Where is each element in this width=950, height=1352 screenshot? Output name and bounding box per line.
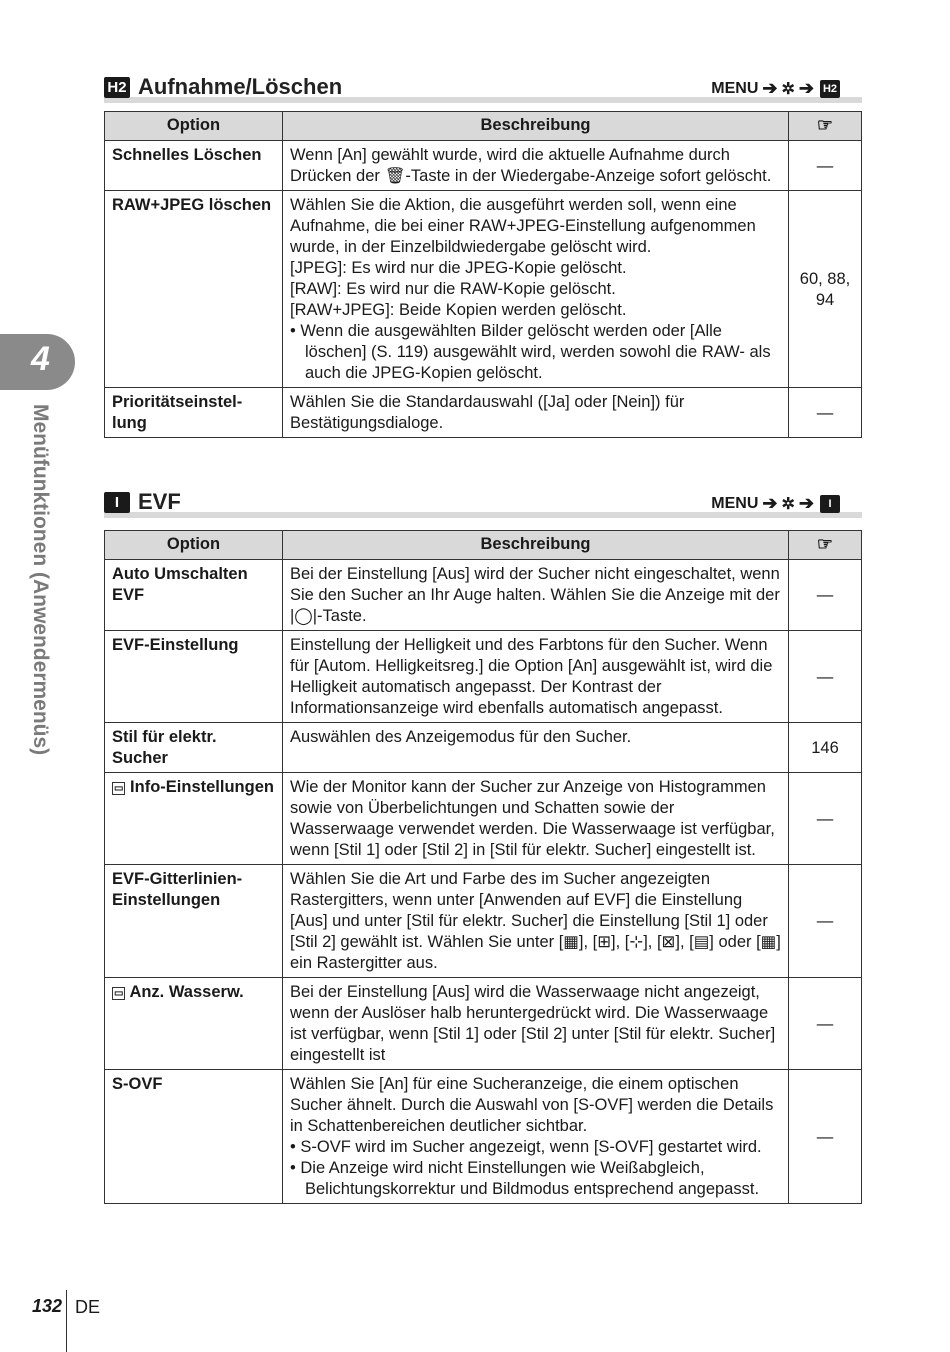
gear-icon: ✲ <box>781 80 795 98</box>
header-option: Option <box>105 531 283 560</box>
arrow-right-icon: ➔ <box>762 78 778 98</box>
option-cell: Schnelles Löschen <box>105 141 283 191</box>
ref-cell: — <box>789 388 862 438</box>
table-row <box>105 388 862 438</box>
section-title: Aufnahme/Löschen <box>138 74 343 99</box>
desc-line: [RAW+JPEG]: Beide Kopien werden gelöscht. <box>290 301 627 319</box>
arrow-right-icon: ➔ <box>798 78 814 98</box>
menu-tag: H2 <box>820 80 840 98</box>
option-cell <box>105 978 283 1070</box>
chapter-number: 4 <box>31 340 50 378</box>
desc-cell: Bei der Einstellung [Aus] wird die Wasserwaage nicht angezeigt, wenn der Auslöser halb heruntergedrückt wird. Die Wasserwaage ist verfügbar, wenn [Stil 1] oder [Stil 2] unter [Stil für elektr. Sucher] eingestellt ist <box>283 978 789 1070</box>
desc-bullet: • S-OVF wird im Sucher angezeigt, wenn [S-OVF] gestartet wird. <box>290 1138 762 1156</box>
ref-cell: — <box>789 773 862 865</box>
desc-cell <box>283 191 789 388</box>
option-cell <box>105 773 283 865</box>
ref-cell: — <box>789 865 862 978</box>
option-cell: EVF-Gitterlinien-Einstellungen <box>105 865 283 978</box>
pointing-hand-icon: ☞ <box>816 115 834 135</box>
desc-cell: Wählen Sie die Standardauswahl ([Ja] oder [Nein]) für Bestätigungsdialoge. <box>283 388 789 438</box>
header-ref <box>789 112 862 141</box>
table-row <box>105 865 862 978</box>
menu-label: MENU <box>711 494 759 512</box>
monitor-icon: ▭ <box>114 783 124 794</box>
footer-divider <box>66 1290 67 1352</box>
option-cell: Stil für elektr. Sucher <box>105 723 283 773</box>
option-cell: Prioritätseinstel-lung <box>105 388 283 438</box>
options-table-evf <box>104 530 862 1204</box>
table-row <box>105 773 862 865</box>
ref-cell: — <box>789 631 862 723</box>
gear-icon: ✲ <box>781 495 795 513</box>
section-tag: H2 <box>104 77 130 98</box>
ref-cell: — <box>789 1070 862 1204</box>
table-header <box>105 531 862 560</box>
header-ref <box>789 531 862 560</box>
table-row <box>105 141 862 191</box>
ref-cell: 60, 88, 94 <box>789 191 862 388</box>
option-cell: S-OVF <box>105 1070 283 1204</box>
option-cell: RAW+JPEG löschen <box>105 191 283 388</box>
option-label: Info-Einstellungen <box>130 778 274 796</box>
language-label: DE <box>75 1297 101 1317</box>
table-row <box>105 631 862 723</box>
options-table-aufnahme <box>104 111 862 438</box>
monitor-icon: ▭ <box>114 988 124 999</box>
header-desc: Beschreibung <box>283 112 789 141</box>
desc-text: Wählen Sie [An] für eine Sucheranzeige, die einem optischen Sucher ähnelt. Durch die Auswahl von [S-OVF] werden die Details in Schattenbereichen deutlicher sichtbar. <box>290 1075 774 1135</box>
ref-cell: — <box>789 141 862 191</box>
desc-text: Wählen Sie die Aktion, die ausgeführt werden soll, wenn eine Aufnahme, die bei einer RAW+JPEG-Einstellung aufgenommen wurde, in der Einzelbildwiedergabe gelöscht wird. <box>290 196 756 256</box>
option-cell: Auto Umschalten EVF <box>105 560 283 631</box>
desc-cell <box>283 1070 789 1204</box>
pointing-hand-icon: ☞ <box>816 534 834 554</box>
menu-label: MENU <box>711 79 759 97</box>
desc-bullet: • Die Anzeige wird nicht Einstellungen wie Weißabgleich, Belichtungskorrektur und Bildmodus entsprechend angepasst. <box>290 1159 760 1198</box>
table-header <box>105 112 862 141</box>
desc-line: [RAW]: Es wird nur die RAW-Kopie gelöscht. <box>290 280 616 298</box>
table-row <box>105 723 862 773</box>
desc-cell: Einstellung der Helligkeit und des Farbtons für den Sucher. Wenn für [Autom. Helligkeitsreg.] die Option [An] ausgewählt ist, wird die Helligkeit automatisch angepasst. Der Kontrast der Informationsanzeige wird ebenfalls automatisch angepasst. <box>283 631 789 723</box>
desc-cell: Wie der Monitor kann der Sucher zur Anzeige von Histogrammen sowie von Überbelichtungen und Schatten sowie der Wasserwaage verwendet werden. Die Wasserwaage ist verfügbar, wenn [Stil 1] oder [Stil 2] in [Stil für elektr. Sucher] eingestellt ist. <box>283 773 789 865</box>
section-header-evf <box>104 489 862 518</box>
section-header-aufnahme <box>104 74 862 103</box>
desc-bullet: • Wenn die ausgewählten Bilder gelöscht werden oder [Alle löschen] (S. 119) ausgewählt wird, werden sowohl die RAW- als auch die JPEG-Kopien gelöscht. <box>290 322 771 382</box>
desc-cell: Auswählen des Anzeigemodus für den Sucher. <box>283 723 789 773</box>
desc-cell: Wählen Sie die Art und Farbe des im Sucher angezeigten Rastergitters, wenn unter [Anwenden auf EVF] die Einstellung [Aus] und unter [Stil für elektr. Sucher] die Einstellung [Stil 1] oder [Stil 2] gewählt ist. Wählen Sie unter [▦], [⊞], [⊹], [⊠], [▤] oder [▦] ein Rastergitter aus. <box>283 865 789 978</box>
option-label: Anz. Wasserw. <box>129 983 244 1001</box>
header-option: Option <box>105 112 283 141</box>
ref-cell: — <box>789 560 862 631</box>
arrow-right-icon: ➔ <box>762 493 778 513</box>
section-title: EVF <box>138 489 181 514</box>
menu-path <box>711 493 840 514</box>
page-number: 132 <box>32 1296 63 1316</box>
option-cell: EVF-Einstellung <box>105 631 283 723</box>
menu-tag: I <box>820 495 840 513</box>
ref-cell: 146 <box>789 723 862 773</box>
header-desc: Beschreibung <box>283 531 789 560</box>
desc-line: [JPEG]: Es wird nur die JPEG-Kopie gelöscht. <box>290 259 627 277</box>
table-row <box>105 560 862 631</box>
ref-cell: — <box>789 978 862 1070</box>
chapter-title: Menüfunktionen (Anwendermenüs) <box>29 404 52 756</box>
menu-path <box>711 78 840 99</box>
table-row <box>105 978 862 1070</box>
arrow-right-icon: ➔ <box>798 493 814 513</box>
section-tag: I <box>104 492 130 513</box>
desc-cell: Bei der Einstellung [Aus] wird der Sucher nicht eingeschaltet, wenn Sie den Sucher an Ihr Auge halten. Wählen Sie die Anzeige mit der |◯|-Taste. <box>283 560 789 631</box>
table-row <box>105 191 862 388</box>
table-row <box>105 1070 862 1204</box>
desc-cell: Wenn [An] gewählt wurde, wird die aktuelle Aufnahme durch Drücken der 🗑-Taste in der Wiedergabe-Anzeige sofort gelöscht. <box>283 141 789 191</box>
chapter-tab <box>0 334 75 390</box>
